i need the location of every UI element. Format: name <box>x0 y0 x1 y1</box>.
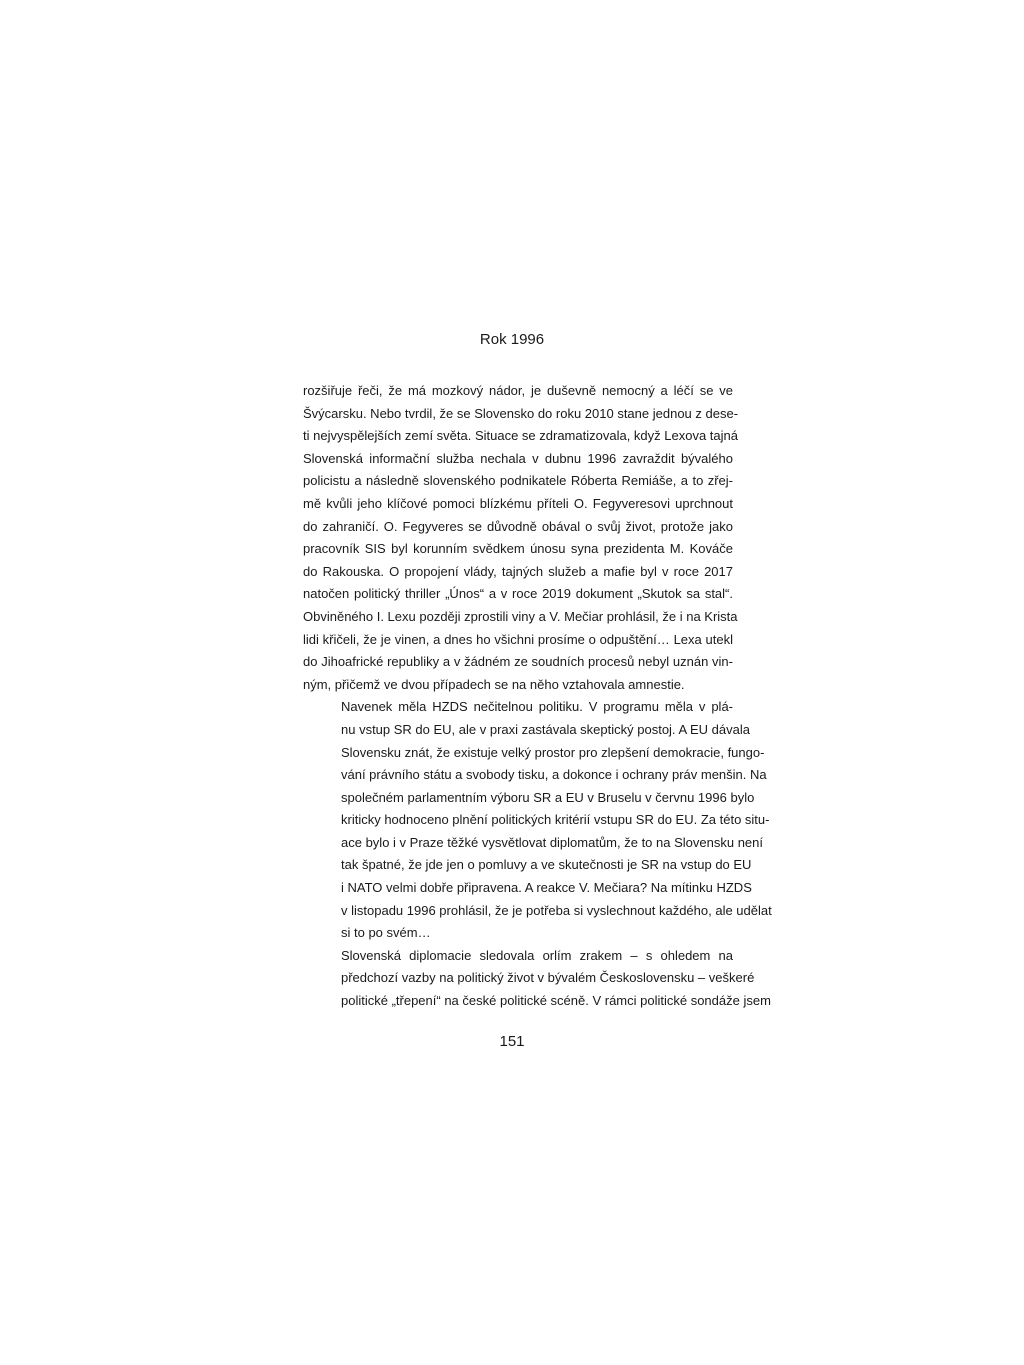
text-line: tak špatné, že jde jen o pomluvy a ve skutečnosti je SR na vstup do EU <box>341 857 752 873</box>
text-line: Slovensku znát, že existuje velký prostor pro zlepšení demokracie, fungo- <box>341 744 765 760</box>
text-line: Navenek měla HZDS nečitelnou politiku. V programu měla v plá- <box>341 699 733 715</box>
text-line: nu vstup SR do EU, ale v praxi zastávala skeptický postoj. A EU dávala <box>341 721 750 737</box>
text-line: natočen politický thriller „Únos“ a v roce 2019 dokument „Skutok sa stal“. <box>303 586 733 602</box>
text-line: ti nejvyspělejších zemí světa. Situace se zdramatizovala, když Lexova tajná <box>303 428 738 444</box>
text-line: rozšiřuje řeči, že má mozkový nádor, je duševně nemocný a léčí se ve <box>303 383 733 398</box>
text-line: Švýcarsku. Nebo tvrdil, že se Slovensko do roku 2010 stane jednou z dese- <box>303 405 739 421</box>
text-line: kriticky hodnoceno plnění politických kritérií vstupu SR do EU. Za této situ- <box>341 812 770 828</box>
paragraph <box>303 696 772 945</box>
text-line: do zahraničí. O. Fegyveres se důvodně obával o svůj život, protože jako <box>303 518 733 534</box>
running-head: Rok 1996 <box>479 331 545 348</box>
text-line: pracovník SIS byl korunním svědkem únosu syna prezidenta M. Kováče <box>303 541 733 557</box>
text-line: Obviněného I. Lexu později zprostili viny a V. Mečiar prohlásil, že i na Krista <box>303 608 738 624</box>
text-line: Slovenská diplomacie sledovala orlím zrakem – s ohledem na <box>341 947 733 963</box>
text-line: společném parlamentním výboru SR a EU v Bruselu v červnu 1996 bylo <box>341 789 755 805</box>
text-line: i NATO velmi dobře připravena. A reakce V. Mečiara? Na mítinku HZDS <box>341 880 752 896</box>
text-line: Slovenská informační služba nechala v dubnu 1996 zavraždit bývalého <box>303 450 733 466</box>
text-line: předchozí vazby na politický život v bývalém Československu – veškeré <box>341 970 755 986</box>
text-line: policistu a následně slovenského podnikatele Róberta Remiáše, a to zřej- <box>303 473 733 489</box>
text-line: mě kvůli jeho klíčové pomoci blízkému příteli O. Fegyveresovi uprchnout <box>303 495 733 511</box>
body-text <box>303 380 772 1013</box>
text-line: si to po svém… <box>341 925 431 941</box>
text-line: v listopadu 1996 prohlásil, že je potřeba si vyslechnout každého, ale udělat <box>341 902 772 918</box>
page-number: 151 <box>499 1033 525 1050</box>
text-line: ným, přičemž ve dvou případech se na něho vztahovala amnestie. <box>303 676 685 692</box>
paragraph <box>303 380 739 696</box>
text-line: lidi křičeli, že je vinen, a dnes ho všichni prosíme o odpuštění… Lexa utekl <box>303 631 733 647</box>
text-line: do Jihoafrické republiky a v žádném ze soudních procesů nebyl uznán vin- <box>303 654 733 670</box>
text-line: do Rakouska. O propojení vlády, tajných služeb a mafie byl v roce 2017 <box>303 563 733 579</box>
paragraph <box>303 945 771 1013</box>
text-line: politické „třepení“ na české politické scéně. V rámci politické sondáže jsem <box>341 993 771 1009</box>
text-line: vání právního státu a svobody tisku, a dokonce i ochrany práv menšin. Na <box>341 767 767 783</box>
text-line: ace bylo i v Praze těžké vysvětlovat diplomatům, že to na Slovensku není <box>341 834 763 850</box>
